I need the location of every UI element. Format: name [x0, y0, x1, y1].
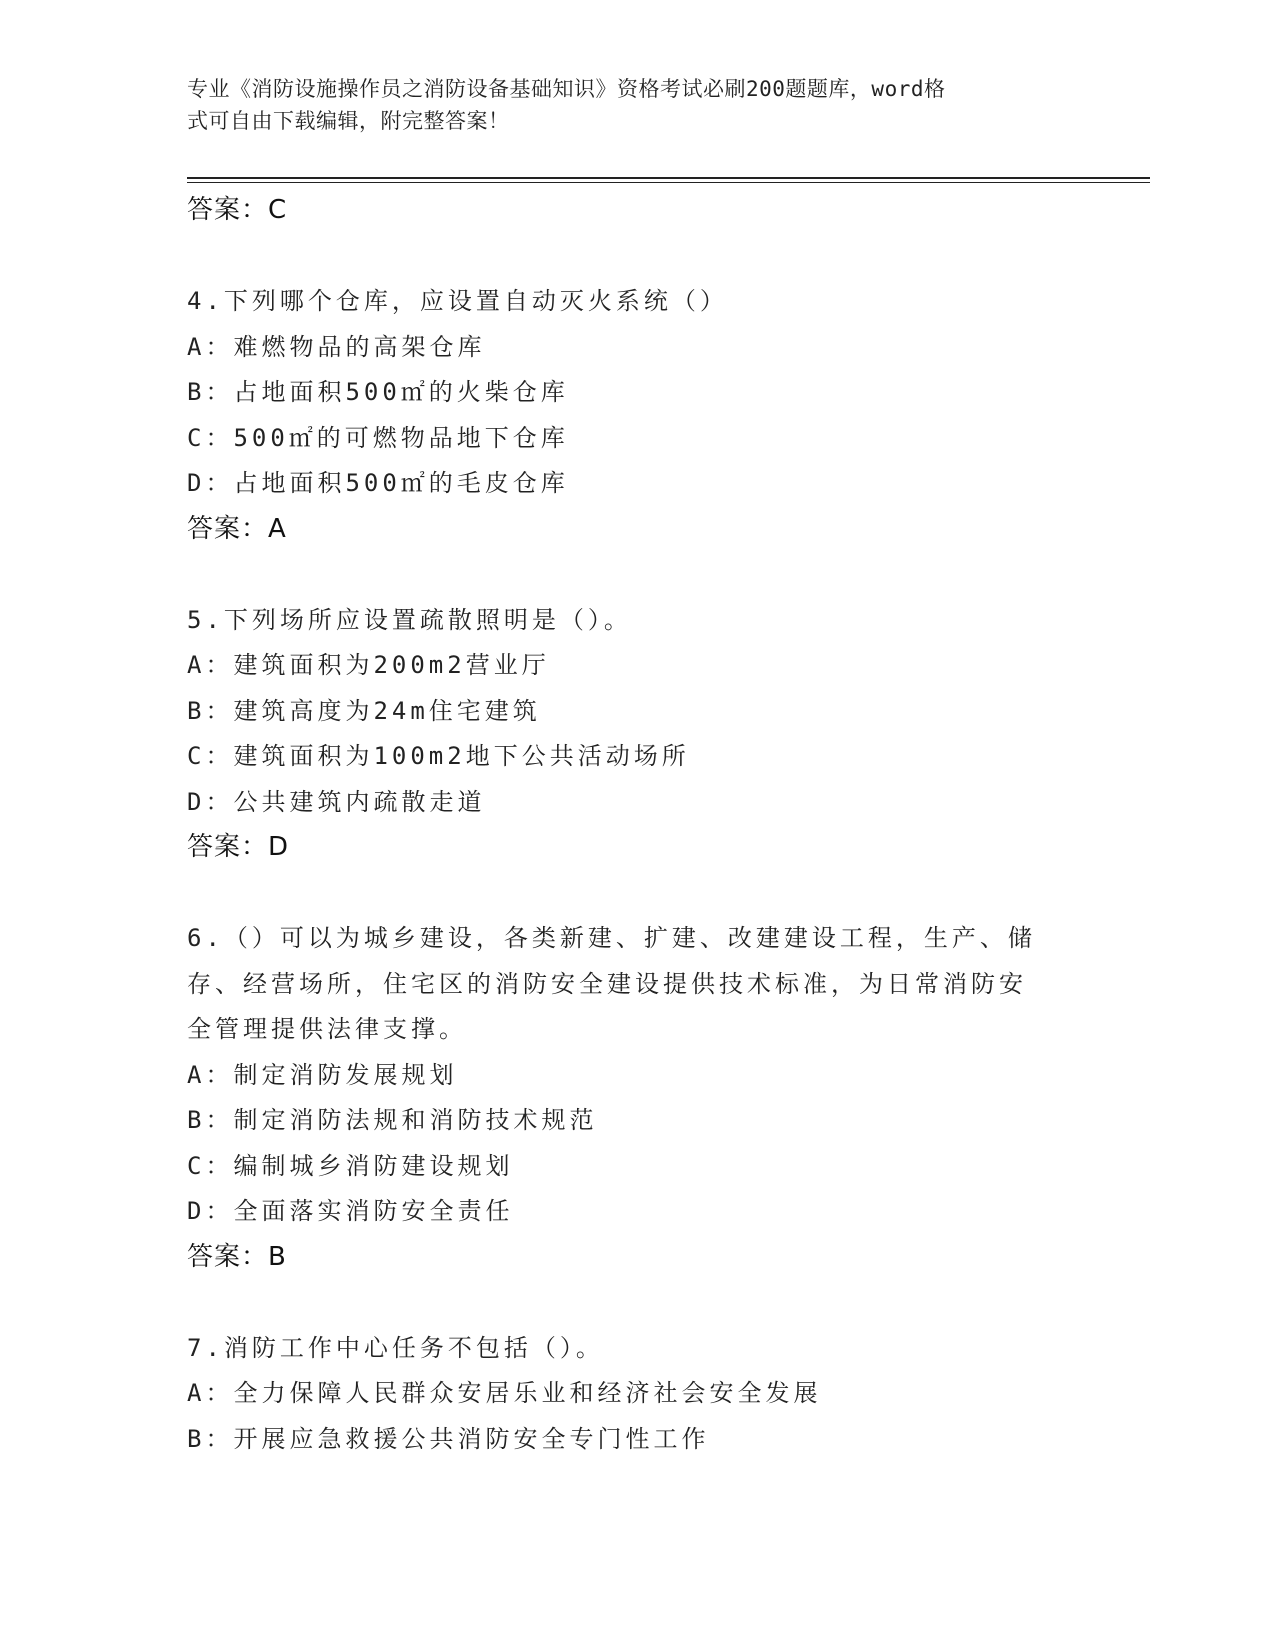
- question-block: [187, 279, 1067, 552]
- option-b: B：开展应急救援公共消防安全专门性工作: [187, 1424, 710, 1453]
- spacer: [187, 552, 1067, 598]
- option-a: A：全力保障人民群众安居乐业和经济社会安全发展: [187, 1379, 822, 1407]
- spacer: [187, 1280, 1067, 1326]
- spacer: [187, 234, 1067, 280]
- option-b: B：建筑高度为24m住宅建筑: [187, 696, 541, 725]
- header-divider-thin: [187, 182, 1150, 183]
- answer-line: 答案：B: [187, 1241, 287, 1272]
- header-intro-line-1: 专业《消防设施操作员之消防设备基础知识》资格考试必刷200题题库，word格: [187, 77, 946, 101]
- option-d: D：公共建筑内疏散走道: [187, 787, 486, 816]
- option-c: C：500㎡的可燃物品地下仓库: [187, 423, 569, 452]
- option-b: B：占地面积500㎡的火柴仓库: [187, 378, 569, 406]
- question-block: [187, 598, 1067, 871]
- document-header: [187, 73, 1067, 137]
- option-a: A：难燃物品的高架仓库: [187, 332, 486, 361]
- header-divider-thick: [187, 177, 1150, 179]
- option-a: A：制定消防发展规划: [187, 1060, 458, 1089]
- question-list: [187, 188, 1067, 1462]
- question-stem-line-1: 6.（）可以为城乡建设，各类新建、扩建、改建建设工程，生产、储: [187, 924, 1036, 952]
- question-stem: 4.下列哪个仓库，应设置自动灭火系统（）: [187, 287, 728, 315]
- question-block: [187, 916, 1067, 1280]
- question-stem: 5.下列场所应设置疏散照明是（）。: [187, 605, 632, 634]
- header-intro-line-2: 式可自由下载编辑，附完整答案！: [187, 109, 510, 133]
- answer-line: 答案：A: [187, 513, 287, 544]
- spacer: [187, 871, 1067, 917]
- question-stem-line-2: 存、经营场所，住宅区的消防安全建设提供技术标准，为日常消防安: [187, 969, 1027, 998]
- option-a: A：建筑面积为200m2营业厅: [187, 651, 550, 679]
- option-c: C：建筑面积为100m2地下公共活动场所: [187, 742, 690, 770]
- question-stem: 7.消防工作中心任务不包括（）。: [187, 1333, 604, 1362]
- option-d: D：全面落实消防安全责任: [187, 1197, 514, 1225]
- option-d: D：占地面积500㎡的毛皮仓库: [187, 469, 569, 497]
- answer-line: 答案：C: [187, 195, 288, 225]
- option-c: C：编制城乡消防建设规划: [187, 1151, 514, 1180]
- question-block: [187, 1326, 1067, 1463]
- answer-line: 答案：D: [187, 832, 290, 862]
- option-b: B：制定消防法规和消防技术规范: [187, 1106, 598, 1134]
- question-stem-line-3: 全管理提供法律支撑。: [187, 1015, 467, 1043]
